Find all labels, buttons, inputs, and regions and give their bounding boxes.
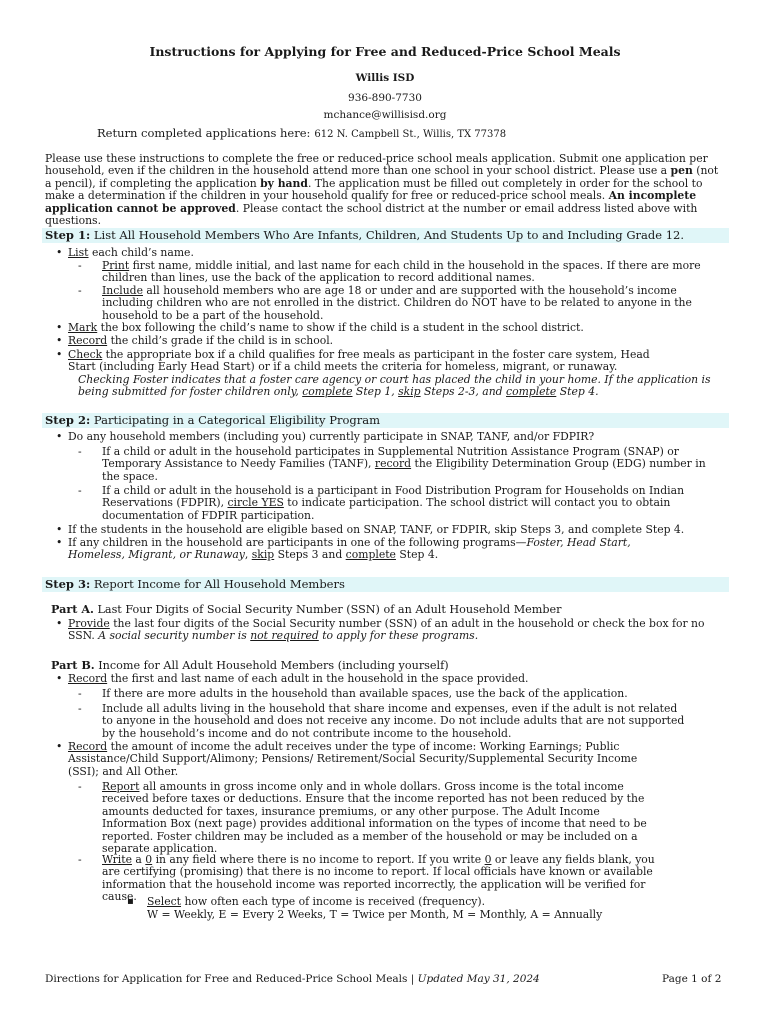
list-item — [68, 673, 718, 685]
note-text: Steps 2-3, and — [420, 385, 507, 399]
item-text: the appropriate box if a child qualifies for free meals as participant in the foster care system, Head Start (including Early Head Start) or if a child meets the criteria for homeless, migrant, or runaway. — [68, 348, 650, 374]
action-word: Mark — [68, 321, 98, 334]
intro-pen: pen — [670, 164, 693, 178]
item-text: If a child or adult in the household participates in Supplemental Nutrition Assistance Program (SNAP) or Temporary Assistance to Needy Families (TANF), — [102, 445, 679, 471]
list-item — [68, 524, 718, 536]
intro-text: . Please contact the school district at the number or email address listed above with questions. — [45, 201, 698, 228]
item-text: If any children in the household are participants in one of the following programs— — [68, 536, 527, 549]
part-title: Last Four Digits of Social Security Number (SSN) of an Adult Household Member — [97, 603, 562, 616]
item-text: If a child or adult in the household is a participant in Food Distribution Program for Households on Indian Reservations (FDPIR), — [102, 484, 685, 510]
item-text: , — [244, 548, 252, 562]
action-word: Print — [102, 259, 130, 272]
item-text: first name, middle initial, and last name for each child in the household in the spaces. If there are more children than lines, use the back of the application to record additional names. — [102, 259, 701, 285]
action-word: circle YES — [227, 496, 284, 510]
intro-text: (not a pencil), if completing the application — [45, 164, 719, 190]
list-item — [102, 285, 722, 322]
item-text: the box following the child’s name to show if the child is a student in the school district. — [97, 321, 584, 334]
district-name: Willis ISD — [355, 72, 415, 84]
action-word: Provide — [68, 617, 110, 630]
action-word: Report — [102, 780, 140, 793]
item-text: to indicate participation. The school district will contact you to obtain documentation of FDPIR participation. — [102, 496, 671, 522]
program-list: Foster, Head Start, Homeless, Migrant, or Runaway — [68, 536, 631, 562]
step2-heading — [42, 413, 729, 428]
item-text: Step 4. — [395, 548, 439, 562]
zero-value: 0 — [145, 853, 153, 866]
footer-updated-date: Updated May 31, 2024 — [417, 973, 540, 985]
note-text: Step 4. — [556, 385, 599, 399]
step-label: Step 1: — [45, 228, 91, 242]
intro-paragraph — [45, 153, 721, 227]
item-note: to apply for these programs. — [318, 629, 479, 643]
action-word: Record — [68, 740, 108, 753]
foster-note — [78, 374, 724, 399]
intro-incomplete-warning: An incomplete application cannot be approved — [45, 189, 697, 215]
part-label: Part B. — [51, 658, 95, 672]
list-item — [68, 618, 718, 643]
item-text: Steps 3 and — [274, 548, 346, 562]
item-text: all household members who are age 18 or under and are supported with the household’s income including children who are not enrolled in the district. Children do NOT have to be related to anyone in the household to be a part of the household. — [102, 284, 692, 322]
action-word: record — [374, 457, 412, 471]
item-text: how often each type of income is received (frequency). — [181, 895, 486, 908]
step-title: Report Income for All Household Members — [93, 577, 345, 591]
intro-by-hand: by hand — [260, 176, 308, 190]
list-item — [68, 335, 718, 347]
note-action: complete — [302, 385, 353, 399]
return-address: 612 N. Campbell St., Willis, TX 77378 — [314, 129, 507, 140]
intro-text: Please use these instructions to complete the free or reduced-price school meals application. Submit one application per household, even if the children in the household attend more than one school in your school district. Please use a — [45, 152, 708, 178]
district-phone: 936-890-7730 — [348, 92, 422, 104]
note-action: complete — [506, 385, 557, 399]
item-text: Include all adults living in the household that share income and expenses, even if the adult is not related to anyone in the household and does not receive any income. Do not include adults that are not supported by the household’s income and do not contribute income to the household. — [102, 702, 685, 740]
item-text: or leave any fields blank, you are certifying (promising) that there is no income to report. If local officials have known or available information that the household income was reported incorrectly, the application will be verified for cause. — [102, 853, 655, 904]
page-title: Instructions for Applying for Free and Reduced-Price School Meals — [149, 44, 621, 59]
frequency-codes: W = Weekly, E = Every 2 Weeks, T = Twice per Month, M = Monthly, A = Annually — [147, 908, 603, 921]
item-text: If the students in the household are eligible based on SNAP, TANF, or FDPIR, skip Steps 3, and complete Step 4. — [68, 523, 685, 536]
list-item — [68, 349, 668, 374]
action-word: List — [68, 246, 89, 259]
item-text: a — [131, 853, 146, 866]
item-text: in any field where there is no income to report. If you write — [152, 853, 485, 866]
step-label: Step 2: — [45, 413, 91, 427]
step1-heading — [42, 228, 729, 243]
item-text: Do any household members (including you) currently participate in SNAP, TANF, and/or FDPIR? — [68, 430, 595, 443]
item-text: each child’s name. — [88, 246, 194, 259]
district-email: mchance@willisisd.org — [323, 109, 447, 121]
item-text: If there are more adults in the household than available spaces, use the back of the application. — [102, 687, 628, 700]
list-item — [102, 446, 722, 483]
item-text: the last four digits of the Social Security number (SSN) of an adult in the household or check the box for no SSN. — [68, 617, 705, 643]
list-item — [102, 703, 688, 740]
return-address-line — [97, 126, 506, 140]
list-item — [68, 247, 718, 259]
list-item — [68, 431, 718, 443]
action-word: Record — [68, 334, 108, 347]
return-label: Return completed applications here: — [97, 126, 311, 140]
item-text: the Eligibility Determination Group (EDG) number in the space. — [102, 457, 706, 483]
note-action: skip — [398, 385, 421, 399]
intro-text: . The application must be filled out completely in order for the school to make a determination if the children in your household qualify for free or reduced-price school meals. — [45, 176, 703, 203]
step3-heading — [42, 577, 729, 592]
item-text: the amount of income the adult receives under the type of income: Working Earnings; Public Assistance/Child Support/Alimony; Pensions/ Retirement/Social Security/Supplemental Security Income (SSI); and All Other. — [68, 740, 638, 778]
list-item — [68, 537, 680, 562]
item-text: all amounts in gross income only and in whole dollars. Gross income is the total income received before taxes or deductions. Ensure that the income reported has not been reduced by the amounts deducted for taxes, insurance premiums, or any other purpose. The Adult Income Information Box (next page) provides additional information on the types of income that need to be reported. Foster children may be included as a member of the household or may be included on a separate application. — [102, 780, 647, 856]
footer-left — [45, 973, 540, 985]
action-word: complete — [345, 548, 396, 562]
action-word: Record — [68, 672, 108, 685]
step-title: Participating in a Categorical Eligibility Program — [93, 413, 380, 427]
part-a-heading — [51, 602, 562, 616]
part-b-heading — [51, 658, 449, 672]
step-title: List All Household Members Who Are Infants, Children, And Students Up to and Including Grade 12. — [93, 228, 684, 242]
item-text: the child’s grade if the child is in school. — [107, 334, 334, 347]
list-item — [147, 896, 707, 908]
part-label: Part A. — [51, 602, 94, 616]
list-item — [68, 741, 642, 778]
part-title: Income for All Adult Household Members (including yourself) — [98, 659, 449, 672]
footer-title: Directions for Application for Free and Reduced-Price School Meals | — [45, 973, 418, 985]
action-word: Select — [147, 895, 182, 908]
list-item — [68, 322, 718, 334]
action-word: Check — [68, 348, 103, 361]
item-note: A social security number is — [98, 629, 251, 643]
page-number: Page 1 of 2 — [662, 973, 722, 985]
note-text: Step 1, — [352, 385, 399, 399]
item-note-emphasis: not required — [250, 629, 319, 643]
list-item — [102, 260, 722, 285]
action-word: Include — [102, 284, 143, 297]
step-label: Step 3: — [45, 577, 91, 591]
item-text: the first and last name of each adult in the household in the space provided. — [107, 672, 529, 685]
list-item — [102, 688, 722, 700]
action-word: Write — [102, 853, 132, 866]
list-item — [102, 485, 692, 522]
action-word: skip — [251, 548, 275, 562]
note-text: Checking Foster indicates that a foster care agency or court has placed the child in your home. If the application is being submitted for foster children only, — [78, 373, 711, 399]
list-item — [102, 781, 654, 855]
zero-value: 0 — [484, 853, 492, 866]
